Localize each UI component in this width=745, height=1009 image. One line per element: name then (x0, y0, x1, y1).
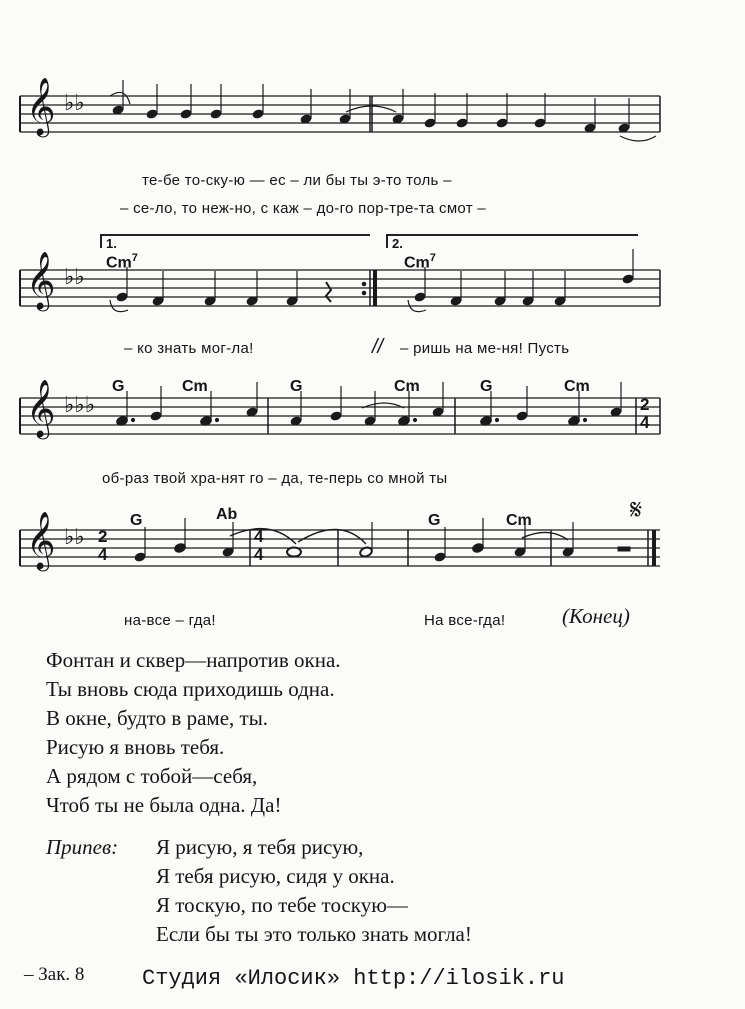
studio-credit: Студия «Илосик» http://ilosik.ru (142, 966, 565, 991)
chorus-label: Припев: (46, 835, 119, 859)
staff-1 (20, 80, 660, 141)
chord-symbol: Ab (216, 506, 238, 523)
chord-symbol: G (480, 378, 493, 395)
treble-clef-icon: 𝄞 (26, 511, 56, 569)
verse-line: А рядом с тобой—себя, (46, 764, 258, 788)
lyrics-line: – се-ло, то неж-но, с каж – до-го пор-тре-та смот – (120, 200, 487, 217)
notes-staff-4 (134, 518, 630, 562)
verse-line: Чтоб ты не была одна. Да! (46, 793, 282, 817)
verse-line: В окне, будто в раме, ты. (46, 706, 269, 730)
chord-symbol: G (428, 512, 441, 529)
chord-symbol: Cm (564, 378, 590, 395)
lyrics-line: – ришь на ме-ня! Пусть (400, 340, 570, 357)
volta-bracket-2 (386, 234, 638, 248)
lyrics-line: – ко знать мог-ла! (124, 340, 254, 357)
caesura-mark: // (372, 336, 384, 358)
chord-symbol: G (290, 378, 303, 395)
treble-clef-icon: 𝄞 (26, 251, 56, 309)
chorus (156, 833, 472, 949)
lyrics-line: те-бе то-ску-ю — ес – ли бы ты э-то толь – (142, 172, 452, 189)
verse (46, 646, 341, 820)
volta-1: 1. (106, 236, 117, 251)
chorus-line: Я рисую, я тебя рисую, (156, 835, 364, 859)
verse-line: Ты вновь сюда приходишь одна. (46, 677, 335, 701)
end-mark: (Конец) (562, 604, 630, 628)
chord-symbol: Cm (506, 512, 532, 529)
volta-2: 2. (392, 236, 403, 251)
treble-clef-icon: 𝄞 (26, 77, 56, 135)
chord-symbol: Cm$^7$ (106, 252, 138, 272)
key-signature-icon: ♭♭ (64, 90, 85, 115)
time-signature: 4 4 (254, 527, 264, 564)
lyrics-line: на-все – гда! (124, 612, 216, 629)
volta-bracket-1 (100, 234, 370, 248)
key-signature-icon: ♭♭♭ (64, 392, 96, 417)
chord-symbol: G (112, 378, 125, 395)
chorus-line: Если бы ты это только знать могла! (156, 922, 472, 946)
chorus-line: Я тоскую, по тебе тоскую— (156, 893, 408, 917)
key-signature-icon: ♭♭ (64, 524, 85, 549)
chord-symbol: G (130, 512, 143, 529)
key-signature-icon: ♭♭ (64, 264, 85, 289)
chorus-line: Я тебя рисую, сидя у окна. (156, 864, 395, 888)
lyrics-line: На все-гда! (424, 612, 506, 629)
staff-4 (20, 518, 660, 566)
time-signature: 2 4 (640, 395, 650, 432)
chord-symbol: Cm (394, 378, 420, 395)
segno-icon: 𝄋 (630, 494, 643, 525)
chord-symbol: Cm (182, 378, 208, 395)
lyrics-line: об-раз твой хра-нят го – да, те-перь со мной ты (102, 470, 448, 487)
time-signature: 2 4 (98, 527, 108, 564)
verse-line: Фонтан и сквер—напротив окна. (46, 648, 341, 672)
chord-symbol: Cm$^7$ (404, 252, 436, 272)
treble-clef-icon: 𝄞 (26, 379, 56, 437)
order-number: – Зак. 8 (24, 964, 85, 985)
verse-line: Рисую я вновь тебя. (46, 735, 225, 759)
